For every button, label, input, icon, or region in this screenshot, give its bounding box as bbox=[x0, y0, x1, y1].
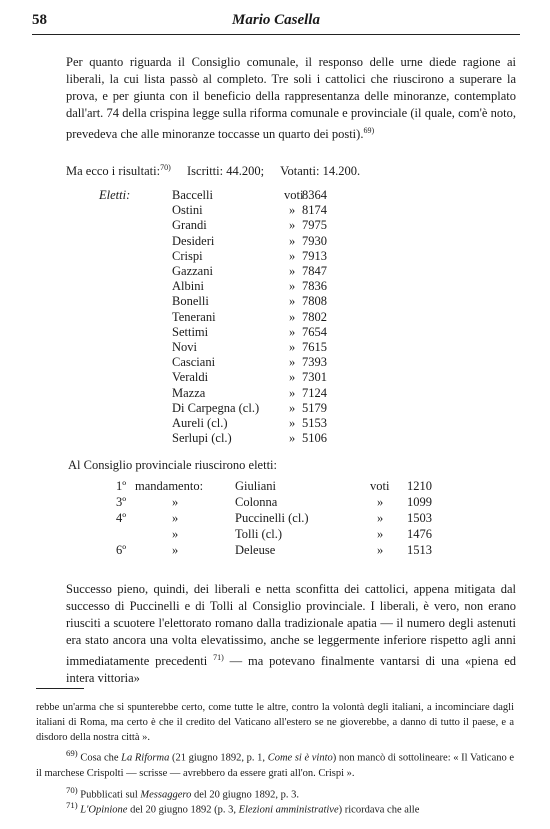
elected-row bbox=[0, 294, 550, 310]
elected-name: Grandi bbox=[172, 218, 207, 233]
results-intro: Ma ecco i risultati: bbox=[66, 164, 161, 179]
elected-name: Mazza bbox=[172, 385, 206, 400]
footnote-70-number: 70) bbox=[66, 785, 78, 795]
elected-row bbox=[0, 431, 550, 447]
elected-name: Albini bbox=[172, 279, 204, 294]
elected-row bbox=[0, 188, 550, 204]
ditto-mark: » bbox=[377, 527, 384, 541]
footnote-69-title: Come si è vinto bbox=[267, 752, 333, 764]
elected-row bbox=[0, 401, 550, 417]
ditto-mark: » bbox=[172, 511, 179, 525]
provincial-name: Colonna bbox=[235, 495, 278, 509]
elected-row bbox=[0, 340, 550, 356]
results-line bbox=[66, 163, 360, 179]
provincial-name: Tolli (cl.) bbox=[235, 527, 283, 541]
elected-row bbox=[0, 203, 550, 219]
elected-votes: 7930 bbox=[302, 233, 327, 248]
footnote-71-source: L'Opinione bbox=[80, 804, 128, 816]
mandamento-number: 4º bbox=[116, 511, 127, 525]
elected-row bbox=[0, 234, 550, 250]
elected-votes: 8364 bbox=[302, 188, 327, 202]
ditto-mark: » bbox=[289, 248, 296, 263]
footnote-71 bbox=[36, 798, 514, 818]
provincial-votes: 1476 bbox=[407, 527, 432, 541]
elected-votes: 5106 bbox=[302, 431, 327, 446]
elected-votes: 7654 bbox=[302, 324, 327, 339]
paragraph-intro bbox=[66, 54, 516, 143]
elected-votes: 7615 bbox=[302, 340, 327, 354]
elected-name: Desideri bbox=[172, 233, 215, 248]
footnote-71-number: 71) bbox=[66, 800, 78, 810]
elected-votes: 7124 bbox=[302, 385, 327, 400]
ditto-mark: » bbox=[172, 527, 179, 541]
ditto-mark: » bbox=[172, 543, 179, 557]
provincial-votes: 1513 bbox=[407, 543, 432, 557]
elected-name: Gazzani bbox=[172, 264, 213, 278]
paragraph-intro-text: Per quanto riguarda il Consiglio comunale, il responso delle urne diede ragione ai liberali, la cui lista passò al completo. Tre soli i cattolici che riuscirono a superare la prova, e per giunta con il beneficio della rappresentanza delle minoranze, contemplato dall'art. 74 della crispina legge sulla riforma comunale e provinciale (il quale, com'è noto, prevedeva che alle minoranze toccasse un quarto dei posti). bbox=[66, 55, 516, 142]
elected-name: Bonelli bbox=[172, 294, 209, 309]
elected-row bbox=[0, 370, 550, 386]
provincial-votes: 1099 bbox=[407, 495, 432, 509]
provincial-row bbox=[0, 495, 550, 511]
elected-votes: 5179 bbox=[302, 400, 327, 415]
footnote-ref-71: 71) bbox=[213, 653, 224, 662]
paragraph-conclusion-text-a: Successo pieno, quindi, dei liberali e netta sconfitta dei cattolici, appena mitigata dal successo di Puccinelli e di Tolli al Consiglio provinciale. I liberali, è vero, non erano riusciti a scuotere l'elettorato romano dalla tradizionale apatia — il numero degli astenuti era stato ancora una volta elevatissimo, anche se leggermente inferiore rispetto agli anni immediatamente precedenti bbox=[66, 582, 516, 669]
elected-name: Di Carpegna (cl.) bbox=[172, 400, 260, 415]
ditto-mark: » bbox=[289, 431, 296, 446]
elected-row bbox=[0, 416, 550, 432]
ditto-mark: » bbox=[377, 495, 384, 509]
elected-row bbox=[0, 218, 550, 234]
elected-name: Novi bbox=[172, 340, 197, 354]
provincial-row bbox=[0, 511, 550, 527]
footnote-69 bbox=[36, 746, 514, 781]
mandamento-number: 6º bbox=[116, 543, 127, 557]
footnote-71-title: Elezioni amministrative bbox=[238, 804, 339, 816]
elected-name: Serlupi (cl.) bbox=[172, 431, 232, 446]
footnote-ref-69: 69) bbox=[363, 126, 375, 135]
votes-label: voti bbox=[370, 479, 390, 493]
elected-tag: Eletti: bbox=[99, 188, 131, 202]
provincial-votes: 1210 bbox=[407, 479, 432, 493]
footnote-70-source: Messaggero bbox=[140, 789, 192, 801]
provincial-name: Giuliani bbox=[235, 479, 276, 493]
footnote-71-text-a: del 20 giugno 1892 (p. 3, bbox=[130, 804, 236, 816]
elected-row bbox=[0, 279, 550, 295]
elected-votes: 7975 bbox=[302, 218, 327, 233]
elected-row bbox=[0, 310, 550, 326]
votes-label: voti bbox=[284, 188, 304, 202]
elected-votes: 5153 bbox=[302, 416, 327, 430]
ditto-mark: » bbox=[289, 355, 296, 370]
ditto-mark: » bbox=[289, 385, 296, 400]
elected-name: Settimi bbox=[172, 324, 209, 339]
footnote-70-text-a: Pubblicati sul bbox=[80, 789, 138, 801]
footnote-70-text-b: del 20 giugno 1892, p. 3. bbox=[193, 789, 299, 801]
footnote-ref-70: 70) bbox=[160, 163, 171, 172]
provincial-title: Al Consiglio provinciale riuscirono eletti: bbox=[68, 458, 277, 472]
ditto-mark: » bbox=[289, 203, 296, 218]
ditto-mark: » bbox=[289, 370, 296, 385]
elected-votes: 7836 bbox=[302, 279, 327, 294]
elected-row bbox=[0, 386, 550, 402]
provincial-row bbox=[0, 479, 550, 495]
elected-votes: 8174 bbox=[302, 203, 327, 218]
elected-row bbox=[0, 355, 550, 371]
provincial-name: Deleuse bbox=[235, 543, 276, 557]
elected-row bbox=[0, 264, 550, 280]
paragraph-conclusion bbox=[66, 581, 516, 687]
mandamento-number: 3º bbox=[116, 495, 127, 509]
header-rule bbox=[32, 34, 520, 35]
elected-row bbox=[0, 249, 550, 265]
elected-votes: 7808 bbox=[302, 294, 327, 309]
ditto-mark: » bbox=[289, 294, 296, 309]
provincial-votes: 1503 bbox=[407, 511, 432, 525]
footnote-69-text-c: ) non mancò di sottolineare: « Il Vaticano e il marchese Crispolti — scrisse — avrebbero da essere grati all'on. Crispi ». bbox=[36, 752, 515, 779]
ditto-mark: » bbox=[289, 233, 296, 248]
mandamento-number: 1º bbox=[116, 479, 127, 493]
running-head: Mario Casella bbox=[232, 12, 320, 28]
footnote-69-source: La Riforma bbox=[121, 752, 170, 764]
votanti-label: Votanti: bbox=[280, 164, 320, 179]
footnote-continuation: rebbe un'arma che si spunterebbe certo, come tutte le altre, contro la volontà degli italiani, a incominciare dagli italiani di Roma, ma certo è che il credito del Vaticano all'estero se ne gioverebbe, a danno di tutto il paese, e a disdoro della nostra città ». bbox=[36, 702, 514, 743]
elected-name: Aureli (cl.) bbox=[172, 416, 228, 430]
provincial-row bbox=[0, 527, 550, 543]
elected-votes: 7301 bbox=[302, 370, 327, 385]
provincial-name: Puccinelli (cl.) bbox=[235, 511, 309, 525]
footnote-69-text-a: Cosa che bbox=[80, 752, 119, 764]
footnote-69-number: 69) bbox=[66, 748, 78, 758]
page-header bbox=[32, 12, 520, 34]
footnote-rule bbox=[36, 688, 84, 689]
ditto-mark: » bbox=[172, 495, 179, 509]
elected-votes: 7802 bbox=[302, 309, 327, 324]
iscritti-label: Iscritti: bbox=[187, 164, 224, 179]
elected-name: Ostini bbox=[172, 203, 203, 218]
ditto-mark: » bbox=[289, 264, 296, 278]
ditto-mark: » bbox=[289, 400, 296, 415]
iscritti-value: 44.200; bbox=[226, 164, 265, 179]
page-number: 58 bbox=[32, 12, 47, 28]
elected-name: Baccelli bbox=[172, 188, 213, 202]
ditto-mark: » bbox=[289, 340, 296, 354]
elected-votes: 7393 bbox=[302, 355, 327, 370]
ditto-mark: » bbox=[289, 218, 296, 233]
footnote-69-text-b: (21 giugno 1892, p. 1, bbox=[171, 752, 266, 764]
elected-name: Casciani bbox=[172, 355, 216, 370]
footnote-71-text-b: ) ricordava che alle bbox=[338, 804, 420, 816]
votanti-value: 14.200. bbox=[322, 164, 361, 179]
paragraph-conclusion-text-b: — ma potevano finalmente vantarsi di una «piena ed intera vittoria» bbox=[66, 654, 517, 686]
ditto-mark: » bbox=[289, 279, 296, 294]
ditto-mark: » bbox=[289, 324, 296, 339]
elected-row bbox=[0, 325, 550, 341]
ditto-mark: » bbox=[289, 309, 296, 324]
elected-name: Crispi bbox=[172, 248, 203, 263]
provincial-row bbox=[0, 543, 550, 559]
elected-votes: 7913 bbox=[302, 248, 327, 263]
elected-name: Tenerani bbox=[172, 309, 216, 324]
ditto-mark: » bbox=[377, 543, 384, 557]
elected-name: Veraldi bbox=[172, 370, 209, 385]
mandamento-label: mandamento: bbox=[135, 479, 204, 493]
elected-votes: 7847 bbox=[302, 264, 327, 278]
ditto-mark: » bbox=[377, 511, 384, 525]
ditto-mark: » bbox=[289, 416, 296, 430]
